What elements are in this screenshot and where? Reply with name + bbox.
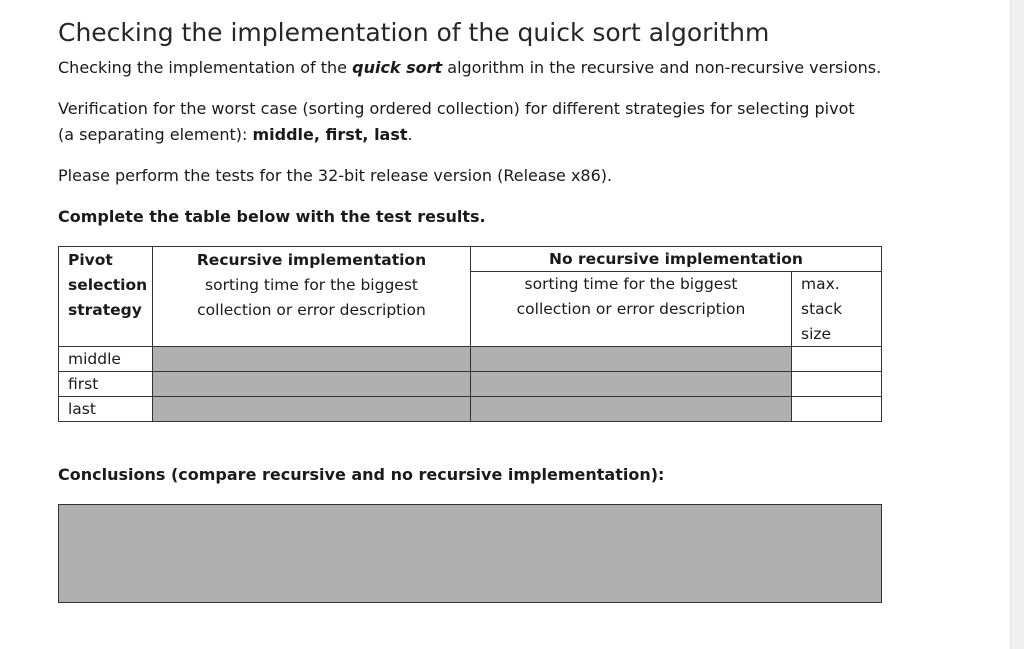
verification-period: .: [407, 125, 413, 144]
no-recursive-result-cell[interactable]: [470, 396, 792, 422]
complete-table-instruction: Complete the table below with the test results.: [58, 207, 486, 226]
header-pivot-line: Pivot: [68, 251, 113, 269]
subtitle-emphasis: quick sort: [352, 58, 443, 77]
row-strategy: first: [58, 371, 153, 397]
header-recursive-desc: sorting time for the biggest: [205, 276, 418, 294]
no-recursive-result-cell[interactable]: [470, 371, 792, 397]
row-strategy: middle: [58, 346, 153, 372]
verification-strategies: middle, first, last: [252, 125, 408, 144]
stack-size-cell[interactable]: [791, 346, 882, 372]
header-no-recursive-desc-line: sorting time for the biggest: [524, 275, 738, 293]
vertical-scrollbar[interactable]: [1010, 0, 1024, 649]
verification-line-1: Verification for the worst case (sorting ordered collection) for different strategies for selecting pivot: [58, 99, 855, 118]
header-stack-line: size: [801, 325, 832, 343]
header-recursive-title: Recursive implementation: [196, 251, 427, 269]
perform-instructions: Please perform the tests for the 32-bit release version (Release x86).: [58, 166, 613, 185]
subtitle-text-end: algorithm in the recursive and non-recursive versions.: [442, 58, 882, 77]
verification-line-2: [58, 125, 413, 144]
header-pivot-line: strategy: [68, 301, 142, 319]
stack-size-cell[interactable]: [791, 396, 882, 422]
recursive-result-cell[interactable]: [152, 346, 471, 372]
conclusions-input-box[interactable]: [58, 504, 882, 603]
no-recursive-result-cell[interactable]: [470, 346, 792, 372]
conclusions-label: Conclusions (compare recursive and no recursive implementation):: [58, 465, 665, 484]
header-pivot-strategy: [58, 246, 153, 347]
page-title: Checking the implementation of the quick sort algorithm: [58, 18, 770, 47]
header-no-recursive: No recursive implementation: [470, 246, 882, 272]
verification-text: (a separating element):: [58, 125, 253, 144]
subtitle: [58, 58, 881, 77]
header-recursive: [152, 246, 471, 347]
header-no-recursive-desc: [470, 271, 792, 347]
recursive-result-cell[interactable]: [152, 396, 471, 422]
header-max-stack: [791, 271, 882, 347]
subtitle-text: Checking the implementation of the: [58, 58, 353, 77]
row-strategy: last: [58, 396, 153, 422]
header-stack-line: max.: [801, 275, 840, 293]
header-pivot-line: selection: [68, 276, 148, 294]
recursive-result-cell[interactable]: [152, 371, 471, 397]
stack-size-cell[interactable]: [791, 371, 882, 397]
header-stack-line: stack: [801, 300, 843, 318]
header-no-recursive-desc-line: collection or error description: [516, 300, 746, 318]
header-recursive-desc: collection or error description: [197, 301, 426, 319]
